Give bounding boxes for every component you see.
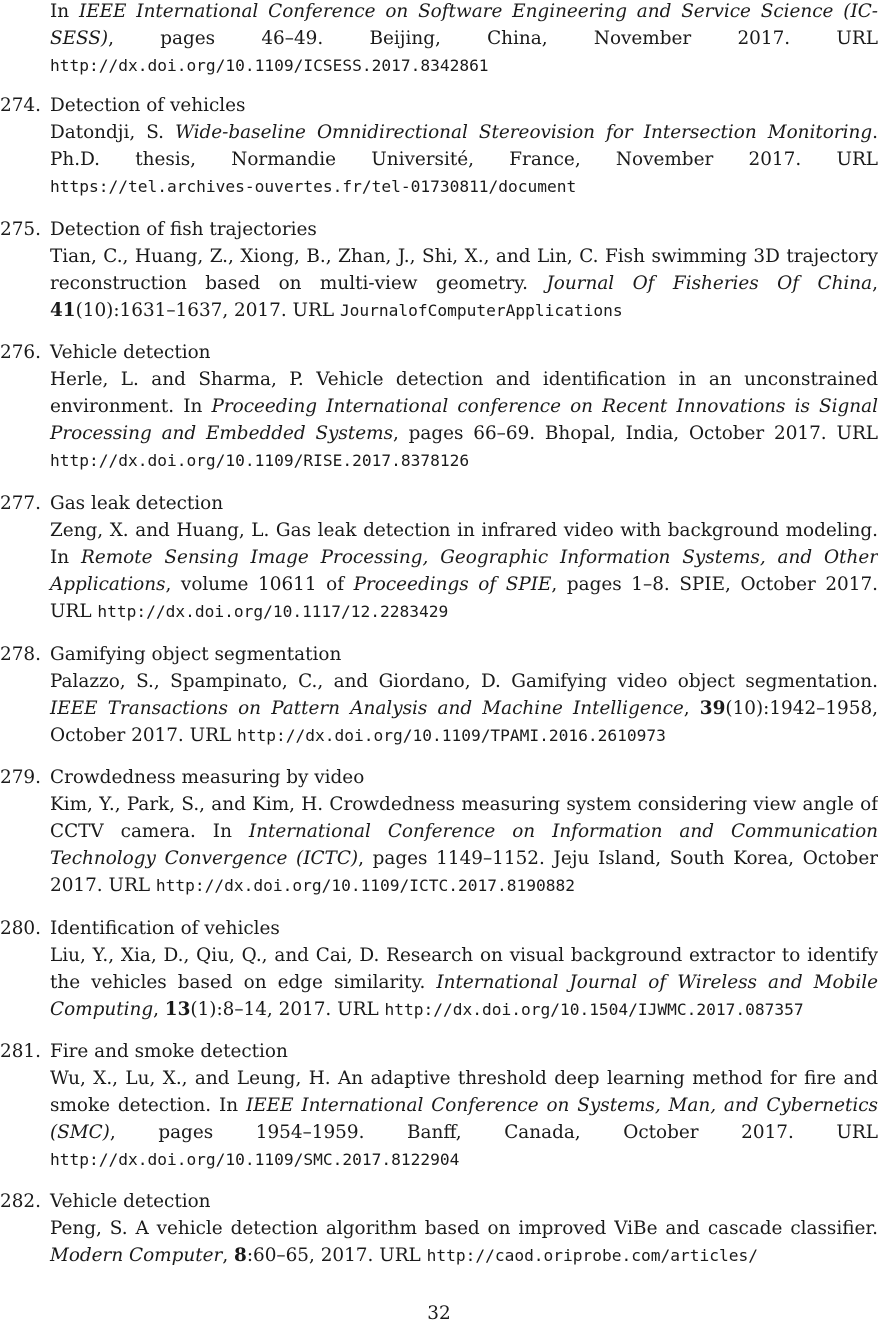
journal: Journal Of Fisheries Of China — [546, 273, 873, 294]
entry-topic: Gamifying object segmentation — [50, 644, 342, 665]
volume: 39 — [699, 698, 726, 719]
page-number: 32 — [427, 1303, 451, 1324]
thesis-title: Wide-baseline Omnidirectional Stereovision for Intersection Monitoring — [175, 122, 873, 143]
venue: IEEE International Conference on Systems, Man, and Cybernetics (SMC) — [50, 1095, 878, 1143]
reference-text: Herle, L. and Sharma, P. Vehicle detection and identification in an unconstrained environment. In Proceeding International conference on Recent Innovations is Signal Processing and Embedded Systems, pages 66–69. Bhopal, India, October 2017. URL http://dx.doi.org/10.1109/RISE.2017.8378126 — [50, 369, 878, 470]
reference-text: Zeng, X. and Huang, L. Gas leak detection in infrared video with background modeling. In Remote Sensing Image Processing, Geographic Information Systems, and Other Applications, volume 10611 of Proceedings of SPIE, pages 1–8. SPIE, October 2017. URL http://dx.doi.org/10.1117/12.2283429 — [50, 520, 878, 622]
series: Proceedings of SPIE — [353, 574, 552, 595]
entry-number: 281. — [0, 1041, 41, 1062]
entry-number: 280. — [0, 918, 41, 939]
entry-number: 276. — [0, 342, 41, 363]
volume: 13 — [164, 999, 191, 1020]
reference-url[interactable]: http://caod.oriprobe.com/articles/ — [426, 1246, 758, 1265]
reference-text: Wu, X., Lu, X., and Leung, H. An adaptive threshold deep learning method for fire and smoke detection. In IEEE International Conference on Systems, Man, and Cybernetics (SMC), pages 1954–1959. Banff, Canada, October 2017. URL http://dx.doi.org/10.1109/SMC.2017.8122904 — [50, 1068, 878, 1169]
reference-text: Datondji, S. Wide-baseline Omnidirectional Stereovision for Intersection Monitoring. Ph.D. thesis, Normandie Université, France, November 2017. URL https://tel.archives-ouvertes.fr/tel-01730811/document — [50, 122, 878, 196]
venue: IEEE International Conference on Software Engineering and Service Science (IC-SESS) — [50, 1, 878, 49]
entry-number: 275. — [0, 219, 41, 240]
venue: International Conference on Information and Communication Technology Convergence (ICTC) — [50, 821, 878, 869]
entry-number: 277. — [0, 493, 41, 514]
entry-topic: Detection of vehicles — [50, 95, 246, 116]
entry-topic: Crowdedness measuring by video — [50, 767, 365, 788]
entry-continuation — [50, 0, 878, 79]
reference-url[interactable]: http://dx.doi.org/10.1109/ICSESS.2017.8342861 — [50, 56, 489, 75]
entry-topic: Identification of vehicles — [50, 918, 280, 939]
reference-url[interactable]: http://dx.doi.org/10.1117/12.2283429 — [97, 602, 449, 621]
reference-text: In IEEE International Conference on Software Engineering and Service Science (IC-SESS), pages 46–49. Beijing, China, November 2017. URL http://dx.doi.org/10.1109/ICSESS.2017.8342861 — [50, 1, 878, 75]
reference-url[interactable]: https://tel.archives-ouvertes.fr/tel-01730811/document — [50, 177, 577, 196]
journal: IEEE Transactions on Pattern Analysis and Machine Intelligence — [50, 698, 684, 719]
entry-number: 278. — [0, 644, 41, 665]
entry-topic: Vehicle detection — [50, 1191, 211, 1212]
journal: International Journal of Wireless and Mobile Computing — [50, 972, 878, 1020]
entry-topic: Fire and smoke detection — [50, 1041, 288, 1062]
reference-text: Tian, C., Huang, Z., Xiong, B., Zhan, J., Shi, X., and Lin, C. Fish swimming 3D trajectory reconstruction based on multi-view geometry. Journal Of Fisheries Of China, 41(10):1631–1637, 2017. URL JournalofComputerApplications — [50, 246, 878, 321]
venue: Remote Sensing Image Processing, Geographic Information Systems, and Other Applications — [50, 547, 878, 595]
volume: 41 — [50, 300, 76, 321]
journal: Modern Computer — [50, 1245, 223, 1266]
venue: Proceeding International conference on Recent Innovations is Signal Processing and Embedded Systems — [50, 396, 878, 444]
reference-url[interactable]: http://dx.doi.org/10.1109/TPAMI.2016.2610973 — [237, 726, 666, 745]
reference-url[interactable]: JournalofComputerApplications — [339, 301, 623, 320]
reference-text: Liu, Y., Xia, D., Qiu, Q., and Cai, D. Research on visual background extractor to identify the vehicles based on edge similarity. International Journal of Wireless and Mobile Computing, 13(1):8–14, 2017. URL http://dx.doi.org/10.1504/IJWMC.2017.087357 — [50, 945, 878, 1020]
reference-url[interactable]: http://dx.doi.org/10.1504/IJWMC.2017.087357 — [384, 1000, 804, 1019]
entry-topic: Vehicle detection — [50, 342, 211, 363]
volume: 8 — [234, 1245, 247, 1266]
entry-topic: Detection of fish trajectories — [50, 219, 317, 240]
entry-number: 282. — [0, 1191, 41, 1212]
reference-url[interactable]: http://dx.doi.org/10.1109/ICTC.2017.8190882 — [155, 876, 575, 895]
reference-text: Palazzo, S., Spampinato, C., and Giordano, D. Gamifying video object segmentation. IEEE Transactions on Pattern Analysis and Machine Intelligence, 39(10):1942–1958, October 2017. URL http://dx.doi.org/10.1109/TPAMI.2016.2610973 — [50, 671, 878, 746]
reference-url[interactable]: http://dx.doi.org/10.1109/RISE.2017.8378126 — [50, 451, 470, 470]
reference-url[interactable]: http://dx.doi.org/10.1109/SMC.2017.8122904 — [50, 1150, 460, 1169]
entry-number: 279. — [0, 767, 41, 788]
reference-text: Peng, S. A vehicle detection algorithm based on improved ViBe and cascade classifier. Modern Computer, 8:60–65, 2017. URL http://caod.oriprobe.com/articles/ — [50, 1218, 878, 1266]
reference-text: Kim, Y., Park, S., and Kim, H. Crowdedness measuring system considering view angle of CCTV camera. In International Conference on Information and Communication Technology Convergence (ICTC), pages 1149–1152. Jeju Island, South Korea, October 2017. URL http://dx.doi.org/10.1109/ICTC.2017.8190882 — [50, 794, 878, 896]
entry-topic: Gas leak detection — [50, 493, 224, 514]
entry-number: 274. — [0, 95, 41, 116]
